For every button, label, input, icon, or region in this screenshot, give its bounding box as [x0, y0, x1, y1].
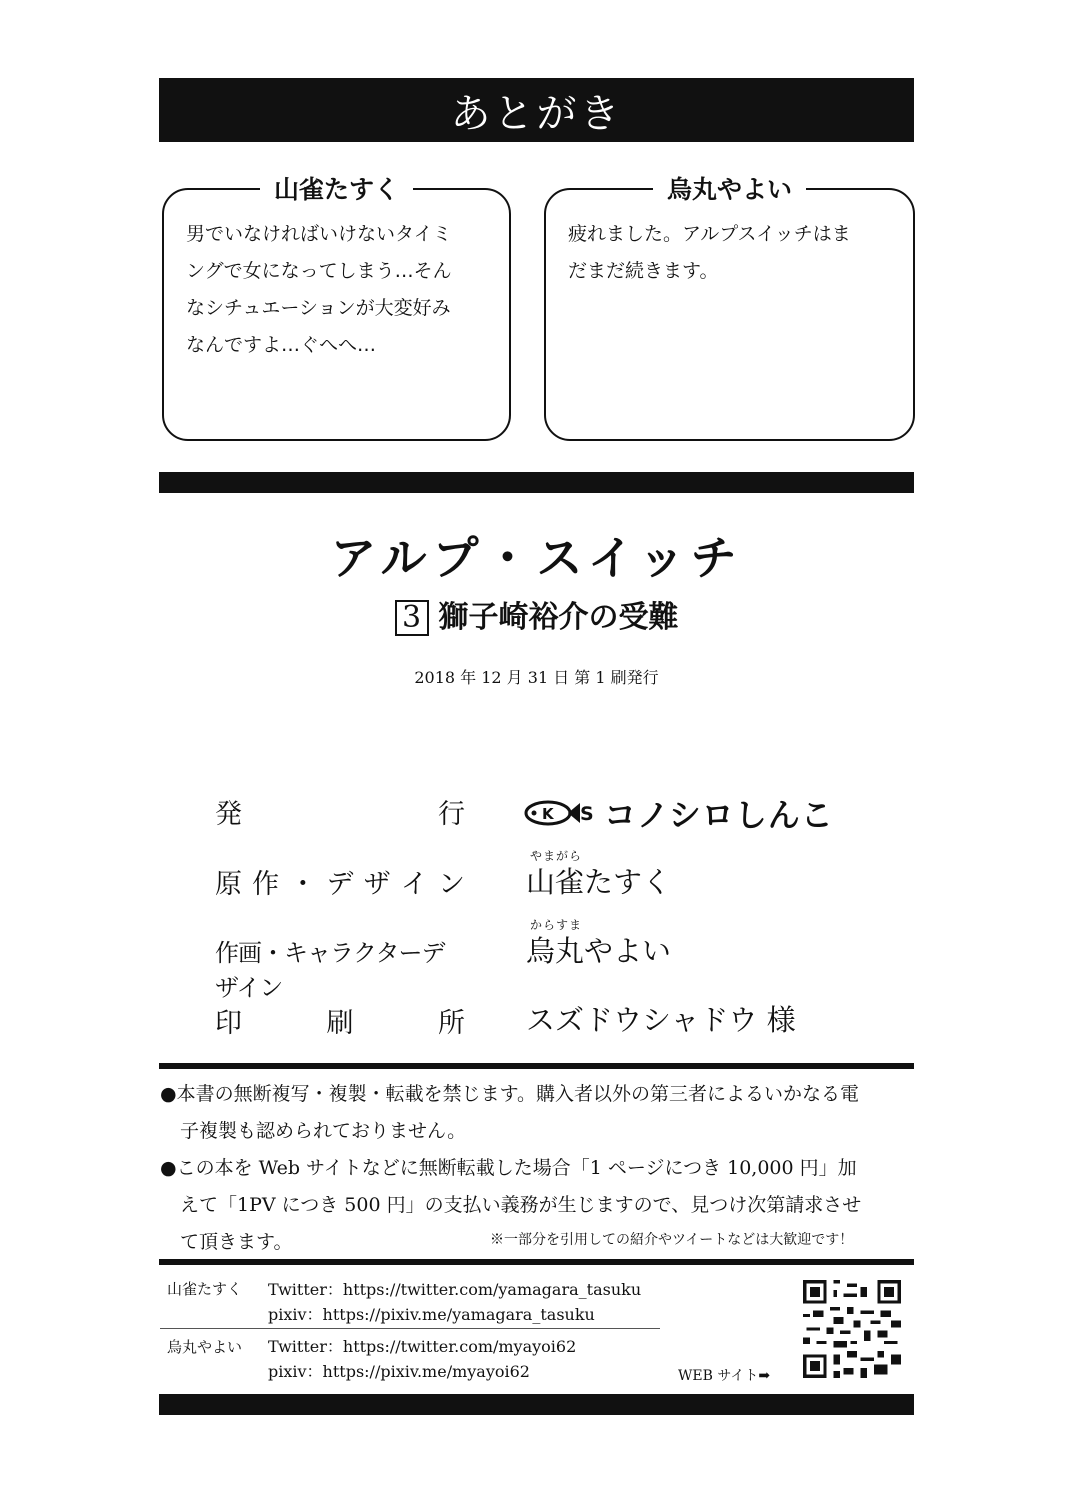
- label-char: 刷: [326, 1008, 354, 1039]
- text-line: 疲れました。アルプスイッチはま: [568, 223, 851, 245]
- label-char: 所: [438, 1008, 465, 1039]
- text-line: 男でいなければいけないタイミ: [186, 223, 452, 245]
- text-line: だまだ続きます。: [568, 260, 719, 282]
- text-line: なんですよ…ぐへへ…: [186, 334, 377, 356]
- art-design-label: 作画・キャラクターデザイン: [215, 939, 445, 1002]
- afterword-header: [159, 78, 914, 142]
- qr-code-icon[interactable]: [803, 1280, 901, 1378]
- twitter-link[interactable]: Twitter：https://twitter.com/myayoi62: [268, 1337, 577, 1356]
- book-subtitle: [0, 592, 1073, 636]
- publisher-name: コノシロしんこ: [604, 796, 834, 834]
- afterword-title: あとがき: [450, 90, 623, 137]
- art-author: 烏丸やよい: [526, 934, 672, 968]
- publisher-logo: [524, 790, 834, 836]
- separator-bar: [159, 1063, 914, 1069]
- subtitle-text: 獅子崎裕介の受難: [438, 600, 679, 635]
- label-char: 印: [215, 1008, 242, 1039]
- label-char: 行: [438, 799, 465, 830]
- pixiv-link[interactable]: pixiv：https://pixiv.me/myayoi62: [268, 1362, 530, 1381]
- web-site-label: WEB サイト➡: [678, 1368, 771, 1384]
- afterword-author-left: 山雀たすく: [260, 175, 413, 204]
- label-char: ザ: [363, 869, 391, 900]
- label-char: デ: [326, 869, 354, 900]
- pixiv-link[interactable]: pixiv：https://pixiv.me/yamagara_tasuku: [268, 1305, 595, 1324]
- afterword-box-right: [544, 175, 915, 441]
- afterword-author-right: 烏丸やよい: [653, 175, 806, 204]
- notice-line: えて「1PV につき 500 円」の支払い義務が生じますので、見つけ次第請求させ: [180, 1194, 862, 1216]
- printer-name: スズドウシャドウ 様: [526, 1003, 796, 1037]
- printer-label: [215, 1001, 465, 1040]
- fish-logo-icon: [524, 799, 594, 827]
- label-char: イ: [400, 869, 428, 900]
- afterword-text-left: [186, 216, 486, 364]
- notice-line: ●本書の無断複写・複製・転載を禁じます。購入者以外の第三者によるいかなる電: [160, 1083, 860, 1105]
- story-design-label: [215, 862, 465, 901]
- label-char: 作: [252, 869, 280, 900]
- label-char: 原: [215, 869, 242, 900]
- twitter-link[interactable]: Twitter：https://twitter.com/yamagara_tasuku: [268, 1280, 642, 1299]
- label-char: 発: [215, 799, 242, 830]
- svg-text:K: K: [542, 805, 554, 823]
- publisher-label: [215, 792, 465, 831]
- text-line: ングで女になってしまう…そん: [186, 260, 452, 282]
- svg-text:S: S: [580, 803, 594, 825]
- notice-line: ●この本を Web サイトなどに無断転載した場合「1 ページにつき 10,000 円」加: [160, 1157, 857, 1179]
- separator-bar: [159, 1259, 914, 1265]
- volume-number: 3: [395, 600, 429, 636]
- book-title: アルプ・スイッチ: [330, 531, 743, 585]
- notice-line: て頂きます。: [180, 1231, 293, 1253]
- afterword-box-left: [162, 175, 511, 441]
- link-author-name: 山雀たすく: [167, 1280, 243, 1298]
- link-author-name: 烏丸やよい: [167, 1338, 243, 1356]
- label-char: ン: [437, 869, 465, 900]
- story-author-ruby: やまがら: [530, 849, 583, 863]
- separator-bar: [159, 472, 914, 493]
- text-line: なシチュエーションが大変好み: [186, 297, 451, 319]
- notice-line: 子複製も認められておりません。: [180, 1120, 467, 1142]
- afterword-text-right: [568, 216, 888, 290]
- art-author-ruby: からすま: [530, 918, 583, 932]
- story-author: 山雀たすく: [526, 865, 672, 899]
- label-char: ・: [289, 869, 317, 900]
- publication-date: 2018 年 12 月 31 日 第 1 刷発行: [414, 668, 659, 687]
- divider: [160, 1328, 660, 1329]
- separator-bar: [159, 1394, 914, 1415]
- quote-welcome-note: ※一部分を引用しての紹介やツイートなどは大歓迎です！: [490, 1232, 854, 1248]
